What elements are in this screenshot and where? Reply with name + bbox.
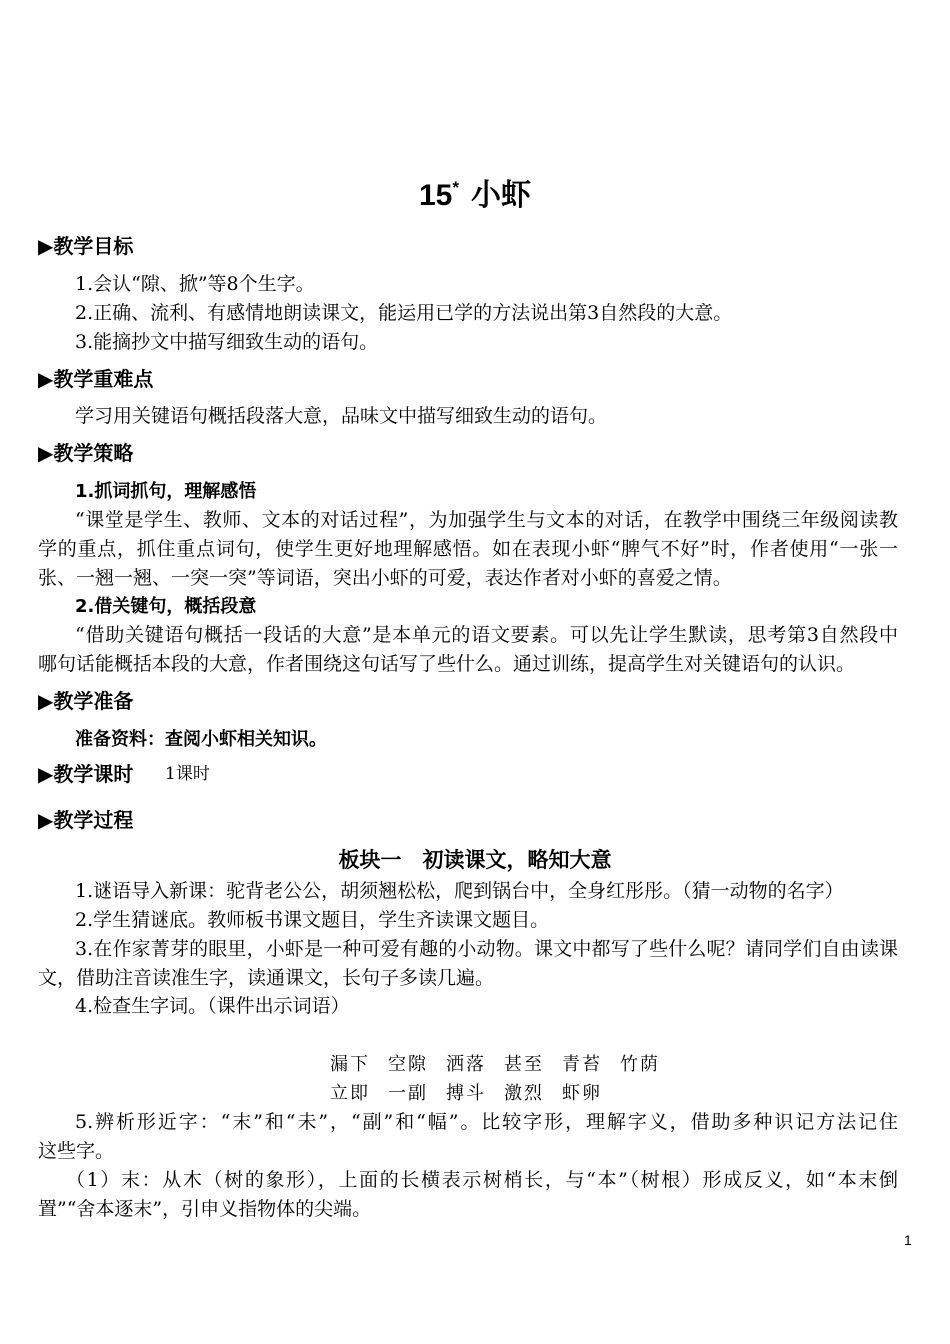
section-heading-periods: ▶教学课时 <box>38 762 134 786</box>
step-line: 文，借助注音读准生字，读通课文，长句子多读几遍。 <box>38 967 495 989</box>
vocabulary-word: 激烈 <box>504 1083 544 1104</box>
vocabulary-word: 甚至 <box>504 1054 544 1075</box>
objective-item: 3.能摘抄文中描写细致生动的语句。 <box>75 331 379 353</box>
vocabulary-word: 青苔 <box>562 1054 602 1075</box>
note-line: 置”“舍本逐末”，引申义指物体的尖端。 <box>38 1198 372 1220</box>
paragraph-line: “课堂是学生、教师、文本的对话过程”，为加强学生与文本的对话，在教学中围绕三年级阅读教 <box>75 509 898 531</box>
vocabulary-word: 竹荫 <box>620 1054 660 1075</box>
section-heading-preparation: ▶教学准备 <box>38 689 134 713</box>
vocabulary-word: 立即 <box>330 1083 370 1104</box>
vocabulary-word: 虾卵 <box>562 1083 602 1104</box>
strategy-title: 2.借关键句，概括段意 <box>75 596 257 617</box>
note-line: （1）末：从木（树的象形），上面的长横表示树梢长，与“本”（树根）形成反义，如“本末倒 <box>66 1169 898 1191</box>
title-text: 小虾 <box>471 179 531 212</box>
step-line: 3.在作家菁芽的眼里，小虾是一种可爱有趣的小动物。课文中都写了些什么呢？请同学们自由读课 <box>75 938 898 960</box>
vocabulary-word: 一副 <box>388 1083 428 1104</box>
vocabulary-word: 洒落 <box>446 1054 486 1075</box>
paragraph-line: 哪句话能概括本段的大意，作者围绕这句话写了些什么。通过训练，提高学生对关键语句的认识。 <box>38 653 856 675</box>
paragraph-line: 张、一翘一翘、一突一突”等词语，突出小虾的可爱，表达作者对小虾的喜爱之情。 <box>38 567 732 589</box>
step-line: 1.谜语导入新课：驼背老公公，胡须翘松松，爬到锅台中，全身红彤彤。（猜一动物的名字） <box>75 880 844 902</box>
page-title <box>0 176 950 216</box>
strategy-title: 1.抓词抓句，理解感悟 <box>75 481 257 502</box>
periods-value: 1课时 <box>165 764 210 784</box>
page-number: 1 <box>904 1232 912 1248</box>
title-mark: * <box>452 178 459 197</box>
objective-item: 1.会认“隙、掀”等8个生字。 <box>75 273 315 295</box>
paragraph-line: “借助关键语句概括一段话的大意”是本单元的语文要素。可以先让学生默读，思考第3自然段中 <box>75 624 898 646</box>
preparation-text: 准备资料：查阅小虾相关知识。 <box>75 729 327 750</box>
paragraph-line: 学的重点，抓住重点词句，使学生更好地理解感悟。如在表现小虾“脾气不好”时，作者使用“一张一 <box>38 538 898 560</box>
key-points-text: 学习用关键语句概括段落大意，品味文中描写细致生动的语句。 <box>75 405 608 427</box>
objective-item: 2.正确、流利、有感情地朗读课文，能运用已学的方法说出第3自然段的大意。 <box>75 302 733 324</box>
vocabulary-word: 漏下 <box>330 1054 370 1075</box>
section-heading-process: ▶教学过程 <box>38 808 134 832</box>
section-heading-key-points: ▶教学重难点 <box>38 367 154 391</box>
step-line: 这些字。 <box>38 1140 115 1162</box>
section-heading-strategies: ▶教学策略 <box>38 441 134 465</box>
vocabulary-row <box>330 1050 660 1079</box>
step-line: 2.学生猜谜底。教师板书课文题目，学生齐读课文题目。 <box>75 909 550 931</box>
step-line: 4.检查生字词。（课件出示词语） <box>75 995 350 1017</box>
step-line: 5.辨析形近字：“末”和“未”，“副”和“幅”。比较字形，理解字义，借助多种识记方法记住 <box>75 1111 898 1133</box>
vocabulary-word: 空隙 <box>388 1054 428 1075</box>
section-heading-objectives: ▶教学目标 <box>38 234 134 258</box>
vocabulary-row <box>330 1079 602 1108</box>
block-title: 板块一 初读课文，略知大意 <box>338 848 612 872</box>
vocabulary-word: 搏斗 <box>446 1083 486 1104</box>
title-number: 15 <box>419 179 453 212</box>
